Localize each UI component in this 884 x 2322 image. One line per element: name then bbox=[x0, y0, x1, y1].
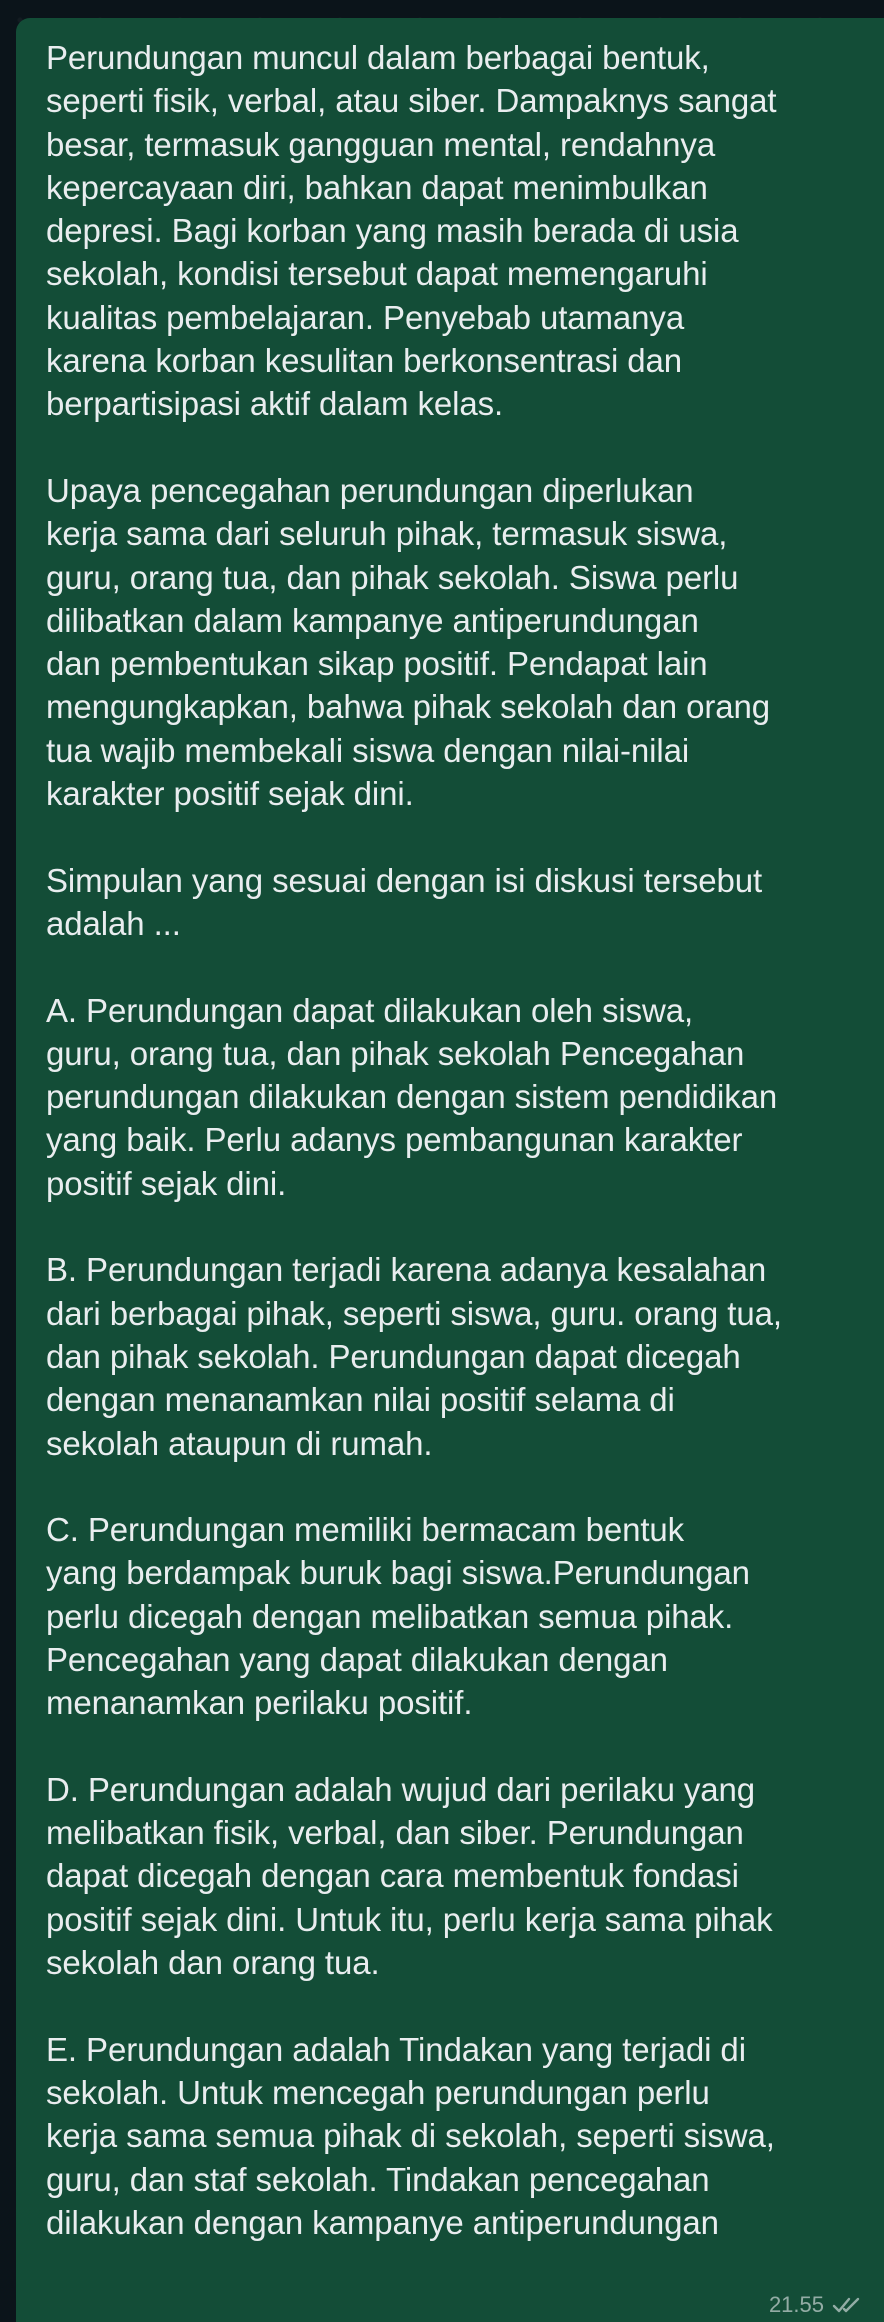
message-paragraph-2: Upaya pencegahan perundungan diperlukan kerja sama dari seluruh pihak, termasuk siswa, guru, orang tua, dan pihak sekolah. Siswa perlu dilibatkan dalam kampanye antiperundungan dan pembentukan sikap positif. Pendapat lain mengungkapkan, bahwa pihak sekolah dan orang tua wajib membekali siswa dengan nilai-nilai karakter positif sejak dini. bbox=[46, 471, 770, 813]
option-e: E. Perundungan adalah Tindakan yang terjadi di sekolah. Untuk mencegah perundungan perlu kerja sama semua pihak di sekolah, seperti siswa, guru, dan staf sekolah. Tindakan pencegahan dilakukan dengan kampanye antiperundungan bbox=[46, 2030, 775, 2241]
message-meta bbox=[769, 2288, 862, 2322]
option-c: C. Perundungan memiliki bermacam bentuk yang berdampak buruk bagi siswa.Perundungan perlu dicegah dengan melibatkan semua pihak. Pencegahan yang dapat dilakukan dengan menanamkan perilaku positif. bbox=[46, 1511, 750, 1722]
option-d: D. Perundungan adalah wujud dari perilaku yang melibatkan fisik, verbal, dan siber. Perundungan dapat dicegah dengan cara membentuk fondasi positif sejak dini. Untuk itu, perlu kerja sama pihak sekolah dan orang tua. bbox=[46, 1770, 773, 1982]
double-check-icon bbox=[832, 2295, 862, 2315]
option-a: A. Perundungan dapat dilakukan oleh siswa, guru, orang tua, dan pihak sekolah Pencegahan perundungan dilakukan dengan sistem pendidikan yang baik. Perlu adanys pembangunan karakter positif sejak dini. bbox=[46, 991, 778, 1202]
message-bubble[interactable] bbox=[16, 18, 884, 2322]
message-timestamp: 21.55 bbox=[768, 2292, 824, 2317]
message-paragraph-1: Perundungan muncul dalam berbagai bentuk, seperti fisik, verbal, atau siber. Dampaknys sangat besar, termasuk gangguan mental, rendahnya kepercayaan diri, bahkan dapat menimbulkan depresi. Bagi korban yang masih berada di usia sekolah, kondisi tersebut dapat memengaruhi kualitas pembelajaran. Penyebab utamanya karena korban kesulitan berkonsentrasi dan berpartisipasi aktif dalam kelas. bbox=[46, 39, 777, 423]
message-question: Simpulan yang sesuai dengan isi diskusi tersebut adalah ... bbox=[46, 861, 763, 942]
option-b: B. Perundungan terjadi karena adanya kesalahan dari berbagai pihak, seperti siswa, guru. orang tua, dan pihak sekolah. Perundungan dapat dicegah dengan menanamkan nilai positif selama di sekolah ataupun di rumah. bbox=[46, 1251, 782, 1462]
message-text bbox=[46, 36, 876, 2244]
